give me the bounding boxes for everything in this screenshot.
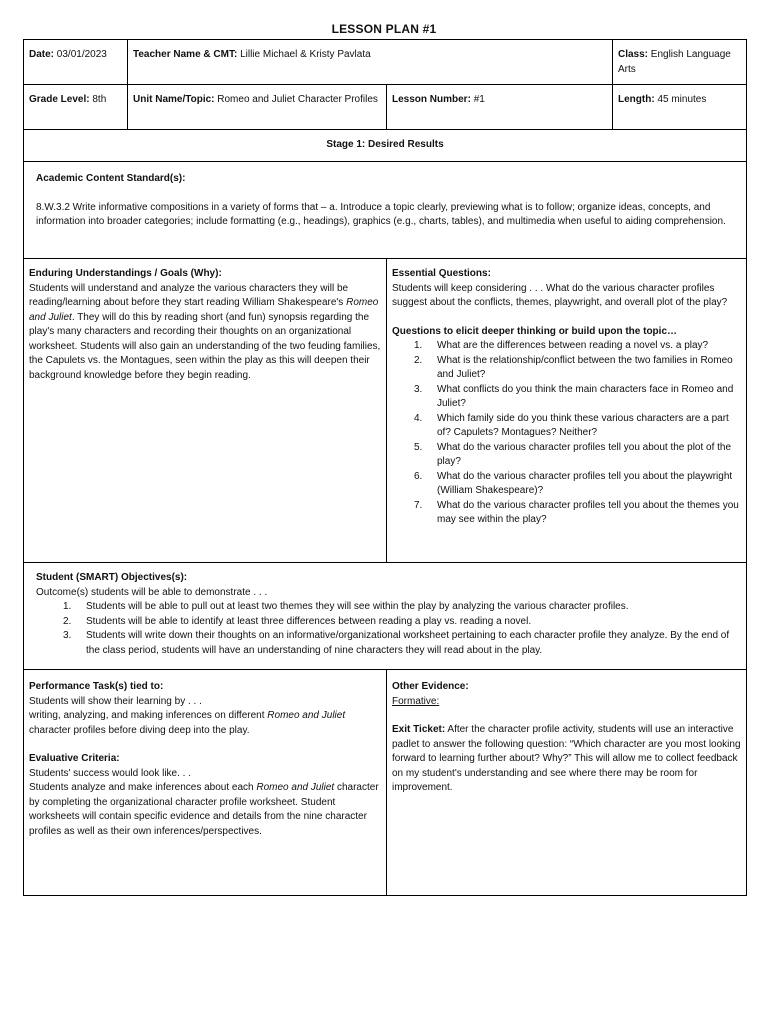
list-item: 1. What are the differences between reading a novel vs. a play? xyxy=(414,340,709,351)
essential-heading: Essential Questions: xyxy=(392,268,491,279)
evaluative-intro: Students' success would look like. . . xyxy=(29,767,191,779)
lesson-number-cell xyxy=(386,85,612,129)
list-item: 3. Students will write down their thoughts on an informative/organizational worksheet pertaining to each character profile they analyze. By the end of the class period, students will have an understanding of nine characters they will read about in the play. xyxy=(63,630,730,656)
performance-cell xyxy=(24,670,386,895)
grade-value: 8th xyxy=(92,94,107,105)
stage-row xyxy=(24,130,746,162)
standards-cell xyxy=(24,162,746,258)
standards-row xyxy=(24,162,746,259)
question-list xyxy=(392,339,741,528)
objectives-heading: Student (SMART) Objectives(s): xyxy=(36,572,188,583)
lesson-plan-table xyxy=(23,39,747,896)
performance-text: writing, analyzing, and making inferences on different Romeo and Juliet character profiles before diving deep into the play. xyxy=(29,710,346,736)
other-evidence-cell xyxy=(386,670,746,895)
teacher-value: Lillie Michael & Kristy Pavlata xyxy=(240,49,371,60)
objectives-cell xyxy=(24,563,746,669)
standards-text: 8.W.3.2 Write informative compositions in a variety of forms that – a. Introduce a topic clearly, previewing what is to follow; organize ideas, concepts, and information into broader categories; include formatting (e.g., headings), graphics (e.g., charts, tables), and multimedia when useful to aiding comprehension. xyxy=(36,201,726,227)
teacher-label: Teacher Name & CMT: xyxy=(133,49,238,60)
exit-ticket-text: Exit Ticket: After the character profile activity, students will use an interactive padlet to answer the following question: “Which character are you most looking forward to learning further about? Why?” This will allow me to collect feedback on my student's understanding and see where there may be room for improvement. xyxy=(392,724,741,793)
objectives-list xyxy=(36,600,734,658)
objectives-intro: Outcome(s) students will be able to demonstrate . . . xyxy=(36,586,268,598)
list-item: 4. Which family side do you think these various characters are a part of? Capulets? Montagues? Neither? xyxy=(414,412,729,438)
performance-intro: Students will show their learning by . . . xyxy=(29,695,202,707)
unit-cell xyxy=(127,85,386,129)
grade-label: Grade Level: xyxy=(29,94,90,105)
stage-heading: Stage 1: Desired Results xyxy=(326,139,444,150)
header-row-2 xyxy=(24,85,746,130)
list-item: 1. Students will be able to pull out at least two themes they will see within the play by analyzing the various character profiles. xyxy=(63,601,629,612)
standards-heading: Academic Content Standard(s): xyxy=(36,173,186,184)
essential-text: Students will keep considering . . . What do the various character profiles suggest about the conflicts, themes, playwright, and overall plot of the play? xyxy=(392,282,728,308)
list-item: 7. What do the various character profiles tell you about the themes you may see within the play? xyxy=(414,499,739,525)
document-title: LESSON PLAN #1 xyxy=(331,22,437,36)
objectives-row xyxy=(24,563,746,670)
evaluative-text: Students analyze and make inferences about each Romeo and Juliet character by completing the organizational character profile worksheet. Student worksheets will contain specific evidence and details from the nine character profiles as well as their own inferences/perspectives. xyxy=(29,782,379,837)
date-value: 03/01/2023 xyxy=(56,49,107,60)
list-item: 2. Students will be able to identify at least three differences between reading a play vs. reading a novel. xyxy=(63,615,532,627)
understandings-row xyxy=(24,259,746,563)
unit-label: Unit Name/Topic: xyxy=(133,94,215,105)
evidence-row xyxy=(24,670,746,895)
class-value: English Language Arts xyxy=(618,49,731,75)
essential-cell xyxy=(386,259,746,562)
lesson-number-value: #1 xyxy=(473,94,485,105)
performance-heading: Performance Task(s) tied to: xyxy=(29,681,164,692)
list-item: 3. What conflicts do you think the main characters face in Romeo and Juliet? xyxy=(414,383,734,409)
formative-label: Formative: xyxy=(392,695,440,707)
enduring-text: Students will understand and analyze the various characters they will be reading/learning about before they start reading William Shakespeare's Romeo and Juliet. They will do this by reading short (and fun) synopsis regarding the play's many characters and recording their thoughts on an organizational worksheet. Students will also gain an understanding of the two feuding families, the Capulets vs. the Montagues, seen within the play as this will deepen their background knowledge before they begin reading. xyxy=(29,282,381,381)
deeper-heading: Questions to elicit deeper thinking or build upon the topic… xyxy=(392,325,678,337)
class-label: Class: xyxy=(618,49,649,60)
enduring-cell xyxy=(24,259,386,562)
list-item: 5. What do the various character profiles tell you about the plot of the play? xyxy=(414,441,732,467)
date-cell xyxy=(24,40,127,84)
grade-cell xyxy=(24,85,127,129)
length-cell xyxy=(612,85,746,129)
header-row-1 xyxy=(24,40,746,85)
list-item: 6. What do the various character profiles tell you about the playwright (William Shakespeare)? xyxy=(414,470,733,496)
lesson-number-label: Lesson Number: xyxy=(392,94,471,105)
teacher-cell xyxy=(127,40,612,84)
evaluative-heading: Evaluative Criteria: xyxy=(29,753,120,764)
other-evidence-heading: Other Evidence: xyxy=(392,681,469,692)
enduring-heading: Enduring Understandings / Goals (Why): xyxy=(29,268,222,279)
length-value: 45 minutes xyxy=(657,94,707,105)
date-label: Date: xyxy=(29,49,55,60)
list-item: 2. What is the relationship/conflict between the two families in Romeo and Juliet? xyxy=(414,354,733,380)
unit-value: Romeo and Juliet Character Profiles xyxy=(217,94,378,105)
length-label: Length: xyxy=(618,94,655,105)
class-cell xyxy=(612,40,746,84)
